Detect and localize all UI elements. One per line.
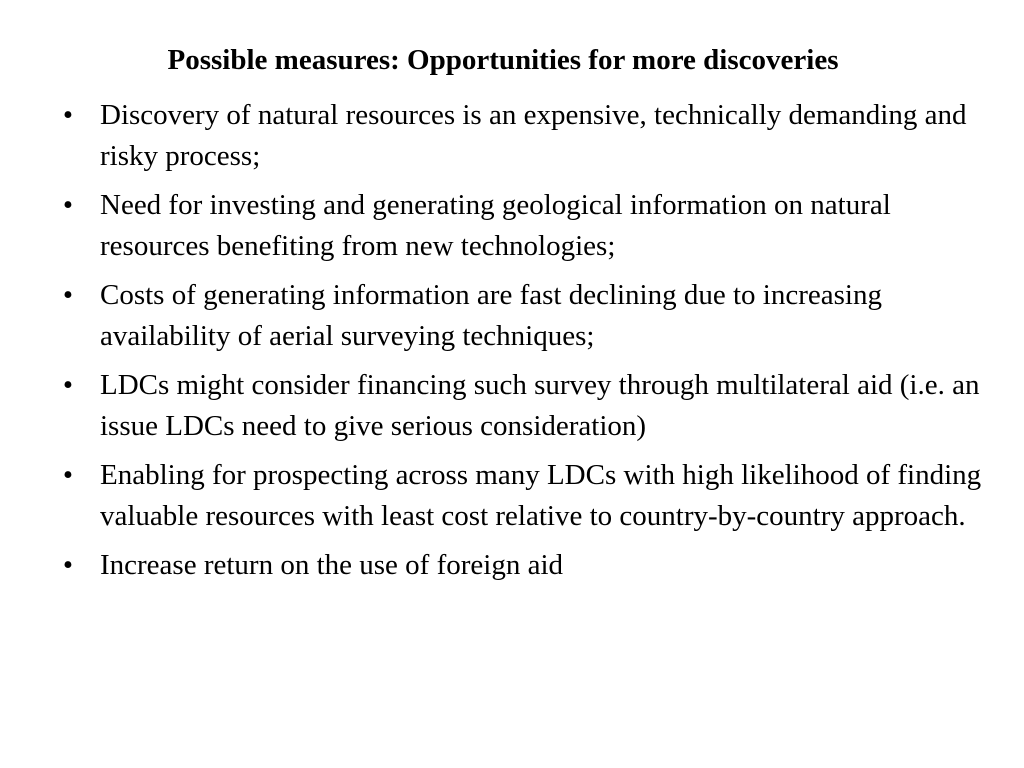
bullet-text: Discovery of natural resources is an expensive, technically demanding and risky process; — [100, 99, 967, 172]
bullet-dot-icon: • — [62, 459, 74, 491]
bullet-text: Enabling for prospecting across many LDCs with high likelihood of finding valuable resources with least cost relative to country-by-country approach. — [100, 459, 982, 532]
bullet-text: Increase return on the use of foreign aid — [100, 549, 563, 581]
slide-title: Possible measures: Opportunities for more discoveries — [167, 44, 839, 76]
bullet-text: Need for investing and generating geological information on natural resources benefiting from new technologies; — [100, 189, 891, 262]
bullet-text: Costs of generating information are fast declining due to increasing availability of aerial surveying techniques; — [100, 279, 882, 352]
bullet-dot-icon: • — [62, 279, 74, 311]
bullet-dot-icon: • — [62, 369, 74, 401]
bullet-dot-icon: • — [62, 549, 74, 581]
bullet-item — [58, 365, 988, 447]
bullet-dot-icon: • — [62, 189, 74, 221]
bullet-item — [58, 95, 988, 177]
bullet-item — [58, 545, 988, 586]
bullet-text: LDCs might consider financing such survey through multilateral aid (i.e. an issue LDCs need to give serious consideration) — [100, 369, 980, 442]
bullet-item — [58, 275, 988, 357]
bullet-dot-icon: • — [62, 99, 74, 131]
bullet-item — [58, 455, 988, 537]
bullet-item — [58, 185, 988, 267]
bullet-list — [58, 95, 988, 594]
